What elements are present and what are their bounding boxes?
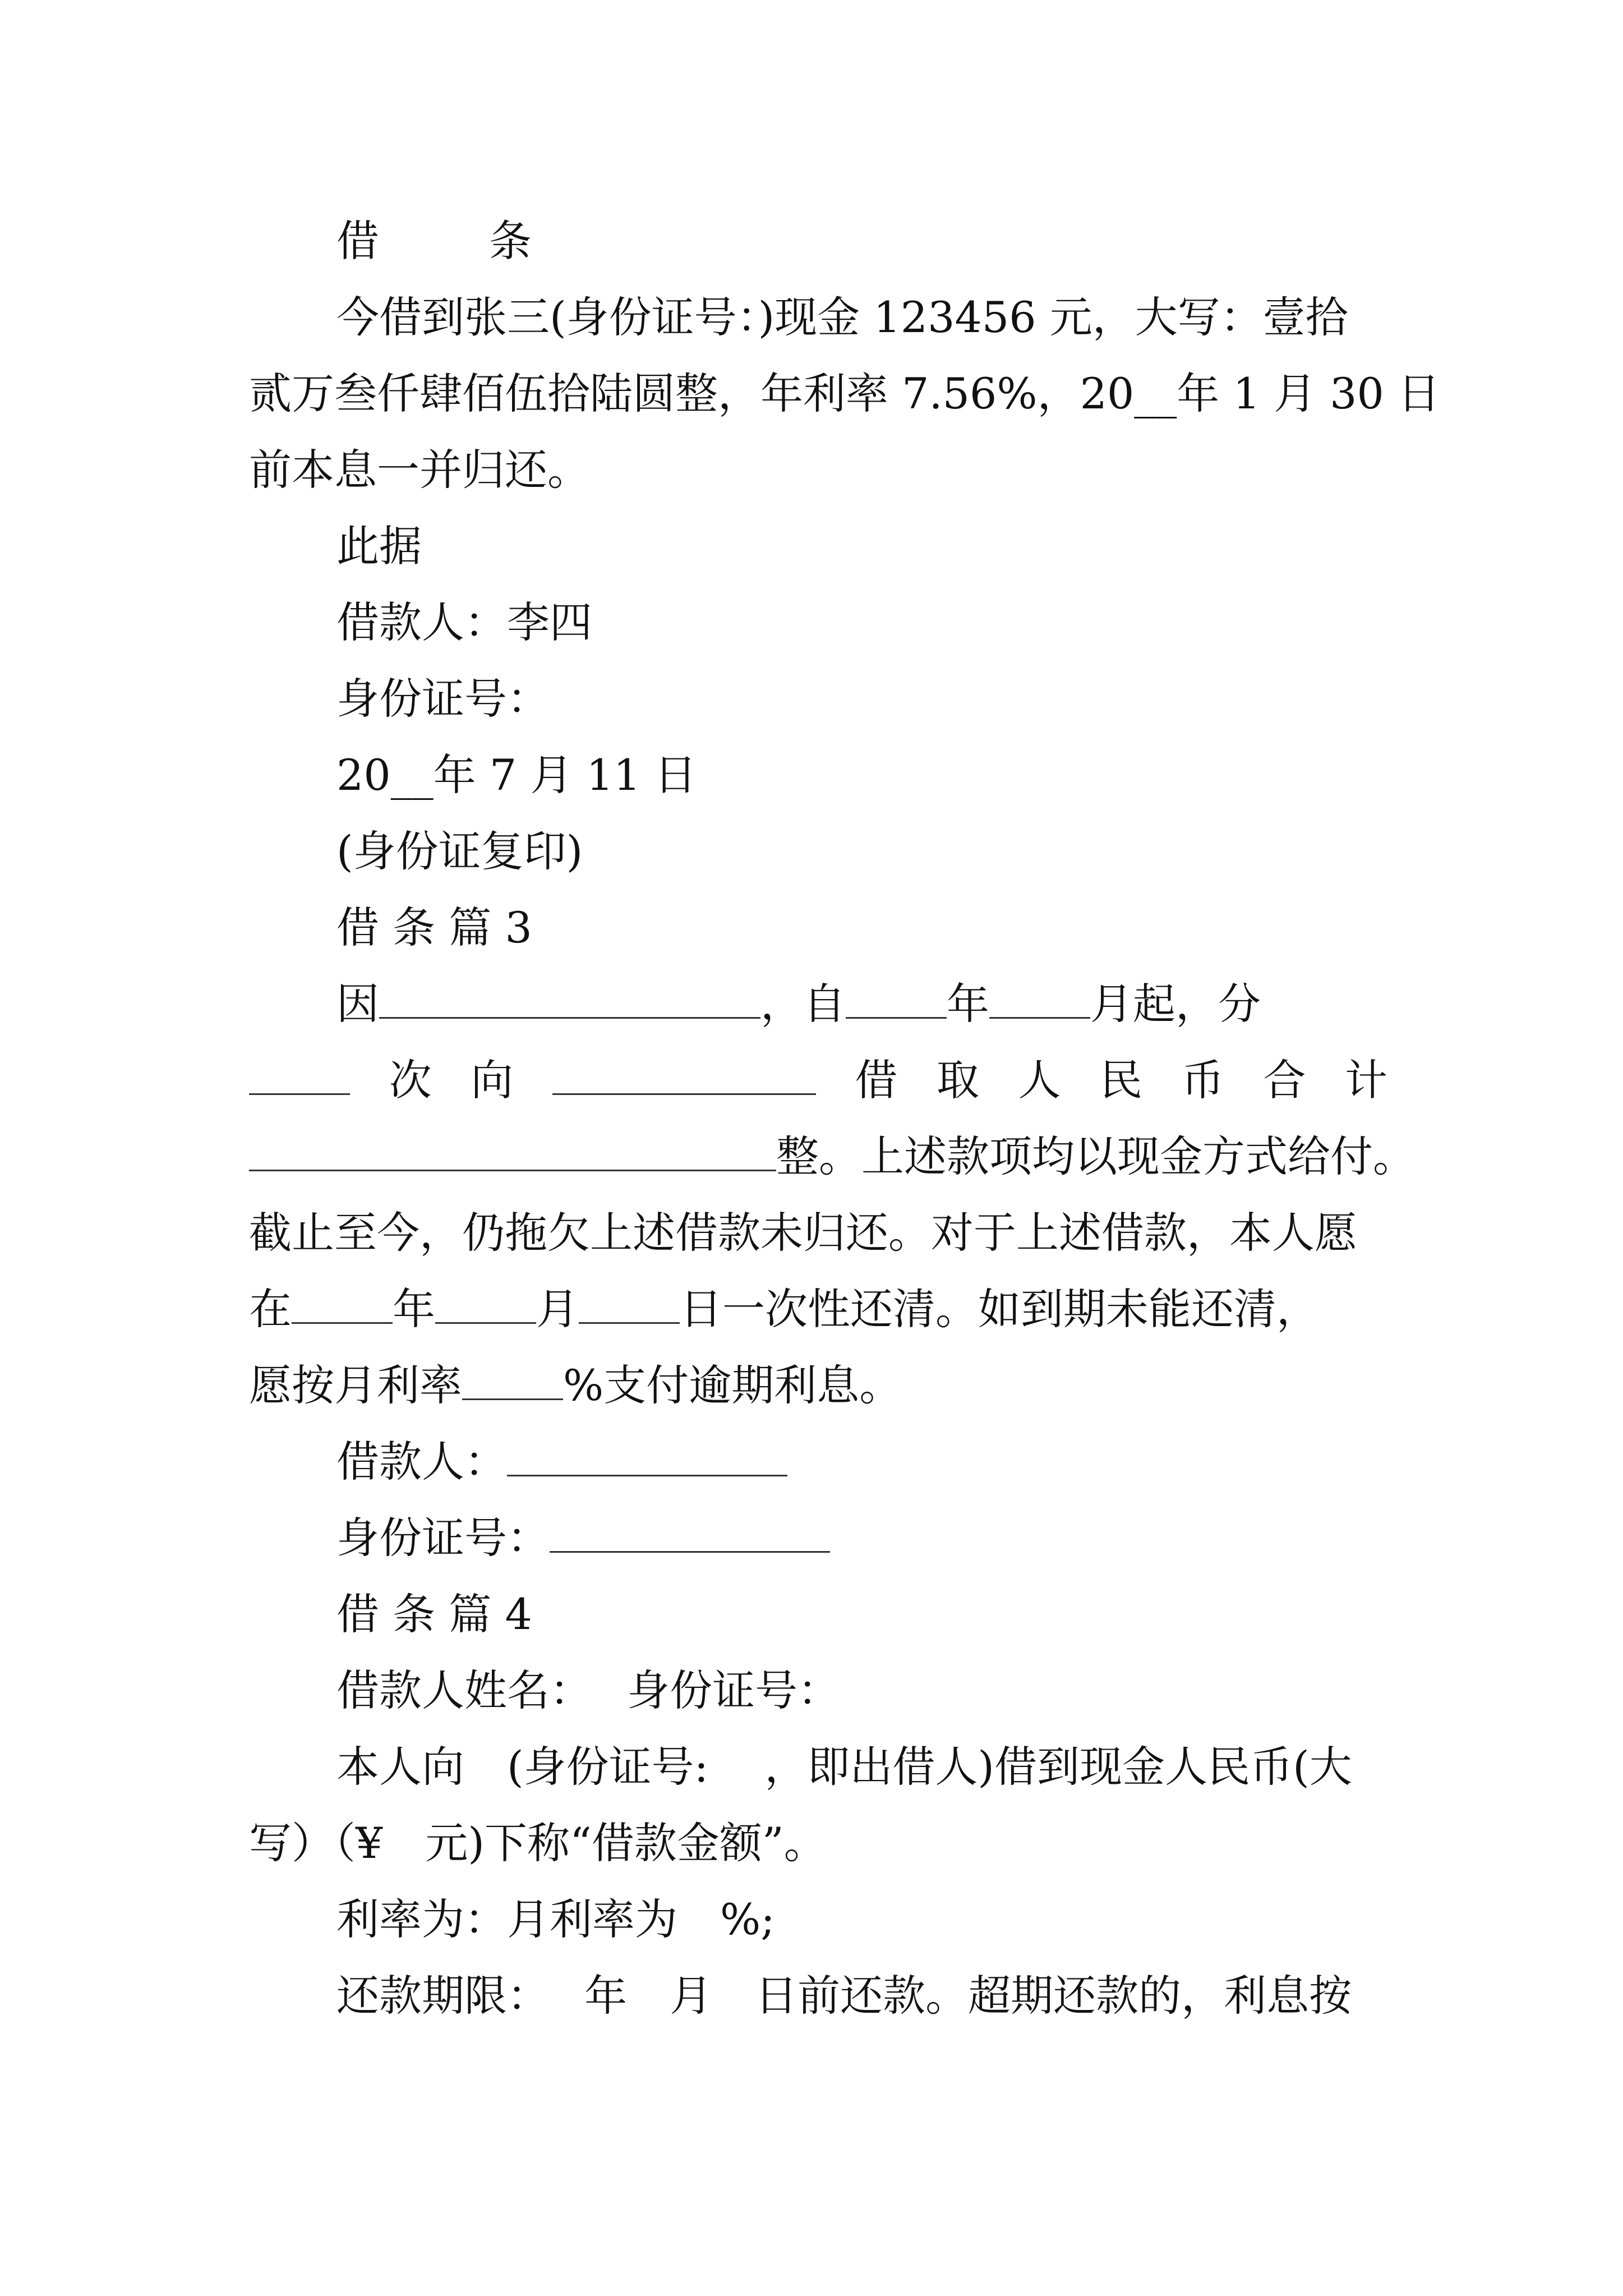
id-number-line-3 <box>336 1511 1387 1565</box>
section-4-line-3: 写）（¥ 元)下称“借款金额”。 <box>249 1818 827 1868</box>
heading-section-3: 借 条 篇 3 <box>336 903 532 953</box>
text-nian: 年 <box>947 979 989 1029</box>
text-he: 合 <box>1263 1055 1306 1105</box>
text-qu: 取 <box>936 1055 979 1105</box>
text-bi: 币 <box>1181 1055 1224 1105</box>
section-4-line-4: 利率为：月利率为 %; <box>336 1894 775 1944</box>
text-ren: 人 <box>1018 1055 1061 1105</box>
section-4-line-1: 借款人姓名： 身份证号： <box>336 1665 841 1715</box>
blank-lender <box>552 1054 816 1095</box>
heading-jie-tiao: 借 条 <box>336 216 565 266</box>
section-4-line-2: 本人向 (身份证号: ，即出借人)借到现金人民币(大 <box>336 1742 1352 1792</box>
text-repay-once: 日一次性还清。如到期未能还清， <box>680 1284 1319 1334</box>
section-3-line-6 <box>249 1359 1387 1412</box>
section-3-line-3 <box>249 1130 1415 1184</box>
section-4-line-5: 还款期限： 年 月 日前还款。超期还款的，利息按 <box>336 1971 1352 2021</box>
borrower-label-3: 借款人： <box>336 1437 507 1487</box>
borrower-line-3 <box>336 1435 1387 1489</box>
text-ji: 计 <box>1344 1055 1387 1105</box>
text-xiang: 向 <box>471 1055 514 1105</box>
text-zi: ，自 <box>760 979 846 1029</box>
paragraph-1-line-2: 贰万叁仟肆佰伍拾陆圆整，年利率 7.56%，20__年 1 月 30 日 <box>249 369 1440 418</box>
text-payment-method: 整。上述款项均以现金方式给付。 <box>776 1131 1415 1181</box>
text-ci: 次 <box>389 1055 432 1105</box>
paragraph-1-line-3: 前本息一并归还。 <box>249 445 590 495</box>
borrower-line-1: 借款人：李四 <box>336 597 592 647</box>
heading-section-4: 借 条 篇 4 <box>336 1589 532 1639</box>
blank-repay-month <box>435 1283 536 1324</box>
blank-borrower-name <box>507 1435 787 1476</box>
blank-id-number <box>550 1512 830 1553</box>
blank-start-month <box>989 978 1090 1019</box>
text-min: 民 <box>1100 1055 1143 1105</box>
section-3-line-5 <box>249 1282 1387 1336</box>
text-jie: 借 <box>855 1055 898 1105</box>
text-monthly-rate: 愿按月利率 <box>249 1360 462 1410</box>
section-3-line-1 <box>336 977 1387 1031</box>
blank-overdue-rate <box>462 1359 563 1400</box>
text-yue-qi: 月起，分 <box>1090 979 1261 1029</box>
paragraph-1-line-1: 今借到张三(身份证号：)现金 123456 元，大写：壹拾 <box>336 292 1348 342</box>
text-overdue-interest: %支付逾期利息。 <box>563 1360 902 1410</box>
ci-ju-text: 此据 <box>336 521 422 571</box>
text-yin: 因 <box>336 979 379 1029</box>
section-3-line-4: 截止至今，仍拖欠上述借款未归还。对于上述借款，本人愿 <box>249 1208 1357 1258</box>
blank-reason <box>379 978 760 1019</box>
text-yue-2: 月 <box>536 1284 579 1334</box>
id-label-3: 身份证号： <box>336 1513 550 1563</box>
blank-times <box>249 1054 350 1095</box>
blank-repay-day <box>579 1283 680 1324</box>
id-copy-note: (身份证复印) <box>336 826 583 876</box>
text-zai: 在 <box>249 1284 292 1334</box>
text-nian-2: 年 <box>393 1284 435 1334</box>
blank-start-year <box>846 978 947 1019</box>
date-line-1: 20__年 7 月 11 日 <box>336 750 697 800</box>
blank-total-amount <box>249 1130 776 1171</box>
id-number-line-1: 身份证号： <box>336 674 550 724</box>
blank-repay-year <box>292 1283 393 1324</box>
section-3-line-2 <box>249 1053 1387 1107</box>
